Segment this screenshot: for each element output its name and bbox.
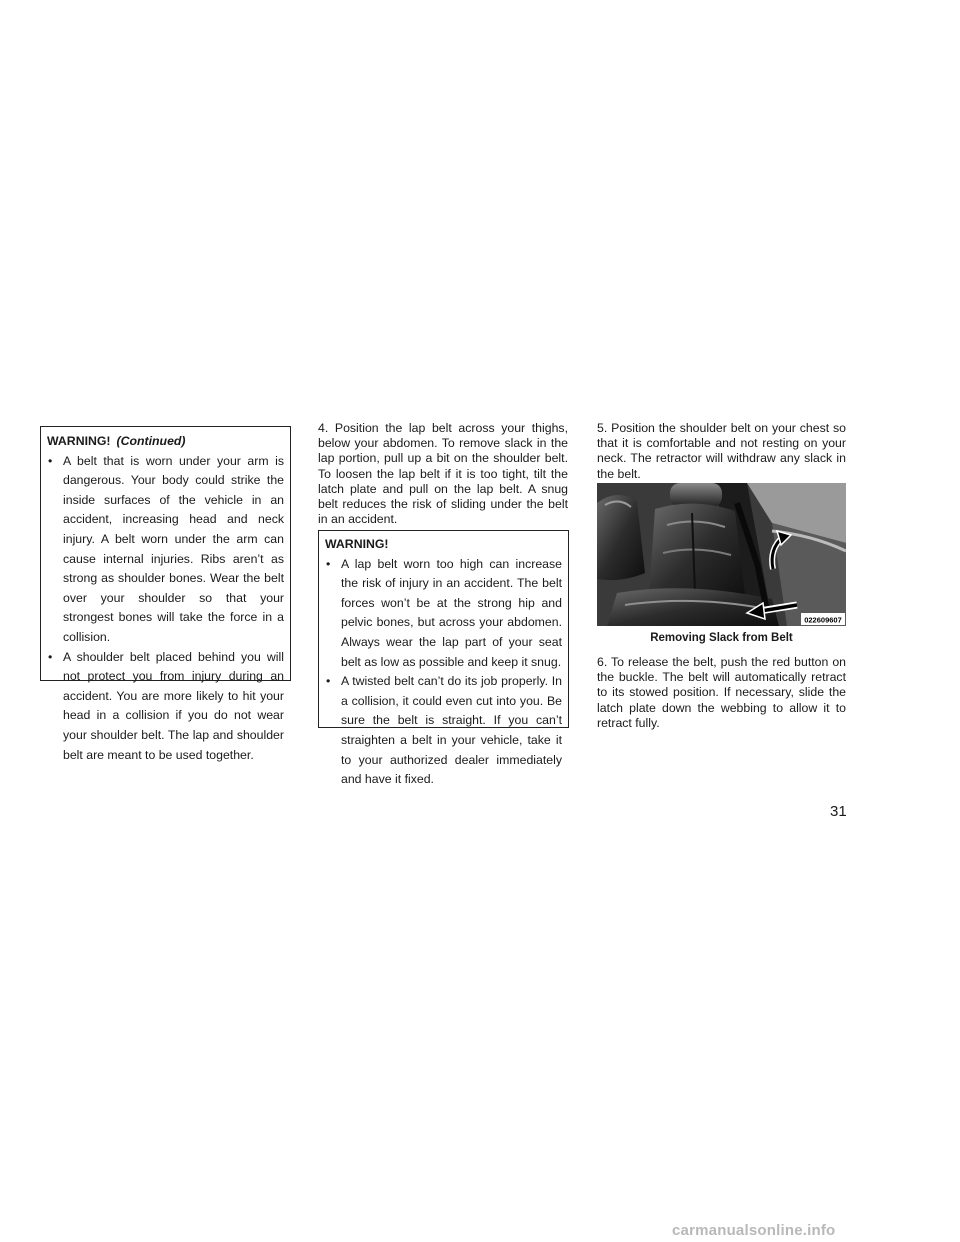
warning-label: WARNING! — [47, 434, 111, 448]
warning-box-lap-belt — [318, 530, 569, 787]
page-number: 31 — [830, 803, 847, 820]
step-5-paragraph: 5. Position the shoulder belt on your chest so that it is comfortable and not resting on your neck. The retractor will withdraw any slack in the belt. — [597, 421, 846, 481]
warning-bullet-text: A shoulder belt placed behind you will not protect you from injury during an accident. You are more likely to hit your head in a collision if you do not wear your shoulder belt. The lap and shoulder belt are meant to be used together. — [63, 649, 284, 762]
warning-title: WARNING! — [325, 537, 389, 551]
warning-bullet-item — [325, 555, 562, 673]
warning-box-continued — [40, 426, 291, 762]
warning-bullet-item — [47, 648, 284, 766]
car-seat-image — [597, 483, 846, 626]
step-6-paragraph: 6. To release the belt, push the red button on the buckle. The belt will automatically retract to its stowed position. If necessary, slide the latch plate down the webbing to allow it to retract fully. — [597, 655, 846, 730]
step-4-paragraph: 4. Position the lap belt across your thighs, below your abdomen. To remove slack in the lap portion, pull up a bit on the shoulder belt. To loosen the lap belt if it is too tight, tilt the latch plate and pull on the lap belt. A snug belt reduces the risk of sliding under the belt in an accident. — [318, 421, 568, 527]
warning-continued-label: (Continued) — [116, 434, 186, 448]
warning-bullet-list — [325, 555, 562, 790]
figure-caption: Removing Slack from Belt — [650, 632, 793, 644]
bullet-icon: • — [326, 674, 331, 689]
bullet-icon: • — [48, 453, 53, 468]
bullet-icon: • — [326, 556, 331, 571]
bullet-icon: • — [48, 649, 53, 664]
figure-code: 022609607 — [804, 615, 842, 625]
seat-belt-illustration — [597, 483, 846, 626]
warning-bullet-text: A belt that is worn under your arm is dangerous. Your body could strike the inside surfaces of the vehicle in an accident, increasing head and neck injury. A belt worn under the arm can cause internal injuries. Ribs aren’t as strong as shoulder bones. Wear the belt over your shoulder so that your strongest bones will take the force in a collision. — [63, 453, 284, 644]
warning-bullet-item — [325, 672, 562, 790]
watermark-text: carmanualsonline.info — [672, 1222, 836, 1239]
warning-bullet-list — [47, 452, 284, 766]
warning-bullet-text: A lap belt worn too high can increase the risk of injury in an accident. The belt forces won’t be at the strong hip and pelvic bones, but across your abdomen. Always wear the lap part of your seat belt as low as possible and keep it snug. — [341, 556, 562, 669]
warning-bullet-item — [47, 452, 284, 648]
warning-title — [47, 432, 284, 452]
warning-bullet-text: A twisted belt can’t do its job properly. In a collision, it could even cut into you. Be sure the belt is straight. If you can’t straighten a belt in your vehicle, take it to your authorized dealer immediately and have it fixed. — [341, 674, 562, 787]
